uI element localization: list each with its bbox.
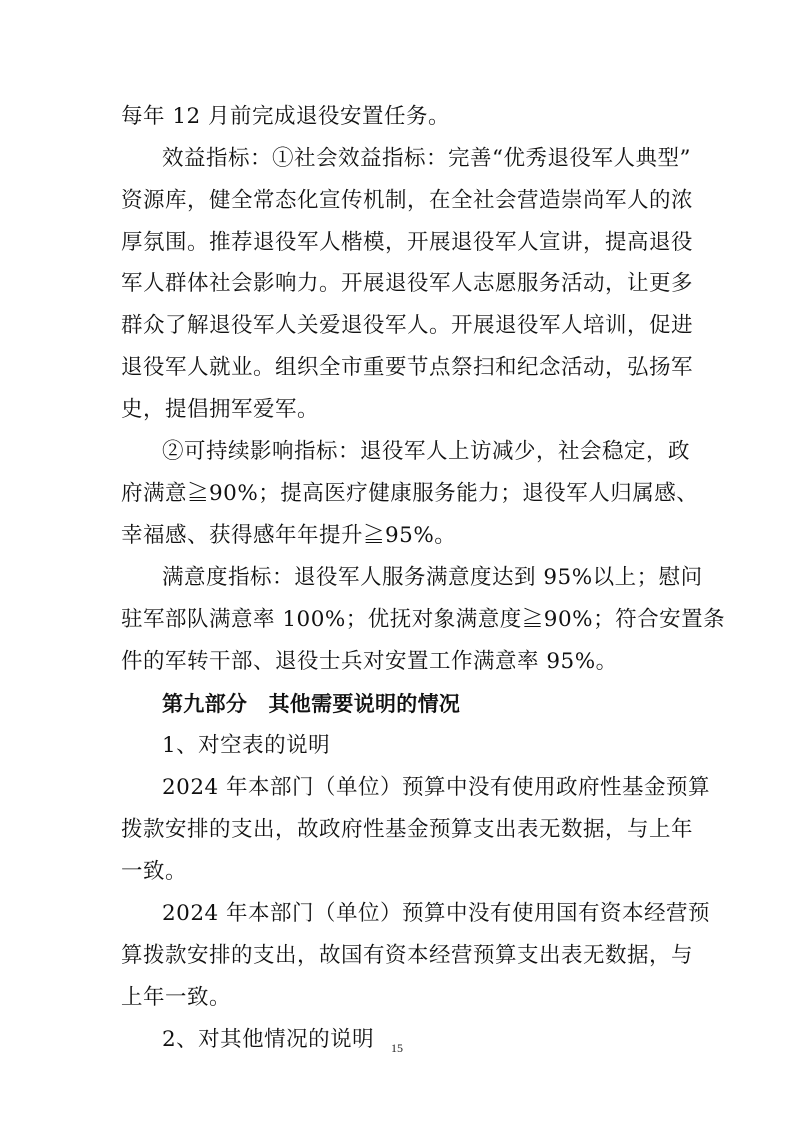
paragraph-line: 效益指标：①社会效益指标：完善“优秀退役军人典型” [162, 146, 691, 171]
page-number: 15 [391, 1041, 403, 1055]
paragraph-line: 厚氛围。推荐退役军人楷模，开展退役军人宣讲，提高退役 [121, 230, 694, 255]
paragraph-line: 算拨款安排的支出，故国有资本经营预算支出表无数据，与 [121, 943, 694, 968]
paragraph-line: 每年 12 月前完成退役安置任务。 [121, 104, 451, 129]
paragraph-line: 军人群体社会影响力。开展退役军人志愿服务活动，让更多 [121, 271, 694, 296]
paragraph-line: 拨款安排的支出，故政府性基金预算支出表无数据，与上年 [121, 817, 694, 842]
paragraph-line: 幸福感、获得感年年提升≧95%。 [121, 523, 457, 548]
paragraph-line: 退役军人就业。组织全市重要节点祭扫和纪念活动，弘扬军 [121, 355, 694, 380]
paragraph-line: 驻军部队满意率 100%；优抚对象满意度≧90%；符合安置条 [121, 607, 726, 632]
paragraph-line: 2024 年本部门（单位）预算中没有使用政府性基金预算 [162, 775, 711, 800]
paragraph-line: 史，提倡拥军爱军。 [121, 397, 320, 422]
paragraph-line: 资源库，健全常态化宣传机制，在全社会营造崇尚军人的浓 [121, 188, 694, 213]
subsection-heading: 1、对空表的说明 [162, 733, 331, 758]
paragraph-line: 上年一致。 [121, 985, 232, 1010]
paragraph-line: 2024 年本部门（单位）预算中没有使用国有资本经营预 [162, 901, 711, 926]
paragraph-line: 满意度指标：退役军人服务满意度达到 95%以上；慰问 [162, 565, 703, 590]
paragraph-line: 群众了解退役军人关爱退役军人。开展退役军人培训，促进 [121, 313, 694, 338]
paragraph-line: ②可持续影响指标：退役军人上访减少，社会稳定，政 [162, 439, 691, 464]
subsection-heading: 2、对其他情况的说明 [162, 1027, 375, 1052]
paragraph-line: 府满意≧90%；提高医疗健康服务能力；退役军人归属感、 [121, 481, 699, 506]
section-heading: 第九部分 其他需要说明的情况 [162, 692, 461, 716]
paragraph-line: 一致。 [121, 859, 188, 884]
paragraph-line: 件的军转干部、退役士兵对安置工作满意率 95%。 [121, 649, 618, 674]
